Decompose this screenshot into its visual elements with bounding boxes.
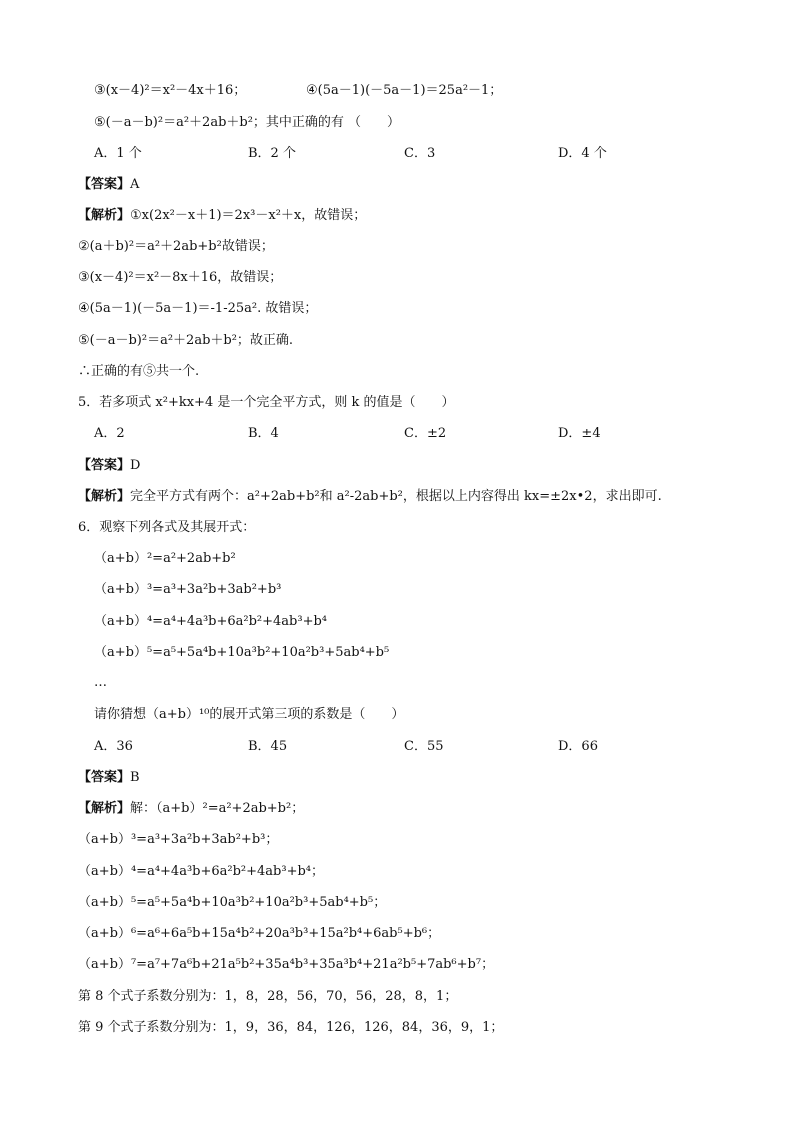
q5-option-c: C．±2 xyxy=(404,426,447,441)
answer-tag: 【答案】 xyxy=(78,177,131,192)
analysis-text: 完全平方式有两个：a²+2ab+b²和 a²-2ab+b²，根据以上内容得出 kx=±2x•2，求出即可. xyxy=(130,489,662,504)
q6-stem: 6．观察下列各式及其展开式： xyxy=(78,520,256,535)
q6-option-b: B．45 xyxy=(248,739,288,754)
q6-analysis-line: （a+b）⁶=a⁶+6a⁵b+15a⁴b²+20a³b³+15a²b⁴+6ab⁵+b⁶； xyxy=(78,926,441,941)
q4-option-a: A．1 个 xyxy=(94,146,142,161)
q6-option-d: D．66 xyxy=(558,739,598,754)
answer-value: D xyxy=(130,458,141,473)
q6-answer xyxy=(78,769,140,787)
q4-option-c: C．3 xyxy=(404,146,436,161)
analysis-tag: 【解析】 xyxy=(78,801,131,816)
q4-analysis xyxy=(78,207,366,225)
analysis-text: ①x(2x²－x＋1)＝2x³－x²＋x，故错误； xyxy=(130,208,367,223)
q5-option-d: D．±4 xyxy=(558,426,601,441)
q4-analysis-line: ②(a＋b)²＝a²＋2ab+b²故错误； xyxy=(78,239,274,254)
q4-analysis-line: ④(5a－1)(－5a－1)＝-1-25a². 故错误； xyxy=(78,301,318,316)
answer-tag: 【答案】 xyxy=(78,458,131,473)
q5-option-b: B．4 xyxy=(248,426,279,441)
q4-analysis-line: ⑤(－a－b)²＝a²＋2ab＋b²；故正确. xyxy=(78,333,294,348)
q6-analysis-line: （a+b）³=a³+3a²b+3ab²+b³； xyxy=(78,832,279,847)
analysis-text: 解：（a+b）²=a²+2ab+b²； xyxy=(130,801,305,816)
q6-analysis-line: （a+b）⁷=a⁷+7a⁶b+21a⁵b²+35a⁴b³+35a³b⁴+21a²b⁵+7ab⁶+b⁷； xyxy=(78,957,495,972)
q4-item-5: ⑤(－a－b)²＝a²＋2ab＋b²；其中正确的有 （ ） xyxy=(94,115,401,130)
q4-analysis-line: ③(x－4)²＝x²－8x＋16，故错误； xyxy=(78,270,283,285)
answer-value: B xyxy=(130,770,140,785)
q6-formula: （a+b）²=a²+2ab+b² xyxy=(94,551,236,566)
q6-option-c: C．55 xyxy=(404,739,444,754)
q4-answer xyxy=(78,176,139,194)
q6-ellipsis: … xyxy=(94,675,107,690)
q6-option-a: A．36 xyxy=(94,739,133,754)
q6-formula: （a+b）⁵=a⁵+5a⁴b+10a³b²+10a²b³+5ab⁴+b⁵ xyxy=(94,645,390,660)
analysis-tag: 【解析】 xyxy=(78,489,131,504)
q5-stem: 5．若多项式 x²+kx+4 是一个完全平方式，则 k 的值是（ ） xyxy=(78,395,455,410)
q4-conclusion: ∴正确的有⑤共一个. xyxy=(78,364,200,379)
q6-formula: （a+b）³=a³+3a²b+3ab²+b³ xyxy=(94,582,282,597)
q4-option-b: B．2 个 xyxy=(248,146,296,161)
q4-item-3: ③(x－4)²＝x²－4x＋16； xyxy=(94,83,247,98)
q6-analysis-line: （a+b）⁵=a⁵+5a⁴b+10a³b²+10a²b³+5ab⁴+b⁵； xyxy=(78,895,387,910)
q6-formula: （a+b）⁴=a⁴+4a³b+6a²b²+4ab³+b⁴ xyxy=(94,614,328,629)
q5-answer xyxy=(78,457,140,475)
q5-option-a: A．2 xyxy=(94,426,125,441)
q4-item-4: ④(5a－1)(－5a－1)＝25a²－1； xyxy=(306,83,503,98)
q6-analysis xyxy=(78,800,304,818)
q4-option-d: D．4 个 xyxy=(558,146,607,161)
answer-tag: 【答案】 xyxy=(78,770,131,785)
analysis-tag: 【解析】 xyxy=(78,208,131,223)
q6-analysis-line: 第 9 个式子系数分别为：1，9，36，84，126，126，84，36，9，1； xyxy=(78,1020,504,1035)
q6-question: 请你猜想（a+b）¹⁰的展开式第三项的系数是（ ） xyxy=(94,707,405,722)
answer-value: A xyxy=(130,177,140,192)
q6-analysis-line: 第 8 个式子系数分别为：1，8，28，56，70，56，28，8，1； xyxy=(78,989,458,1004)
q6-analysis-line: （a+b）⁴=a⁴+4a³b+6a²b²+4ab³+b⁴； xyxy=(78,864,325,879)
q5-analysis xyxy=(78,488,662,506)
